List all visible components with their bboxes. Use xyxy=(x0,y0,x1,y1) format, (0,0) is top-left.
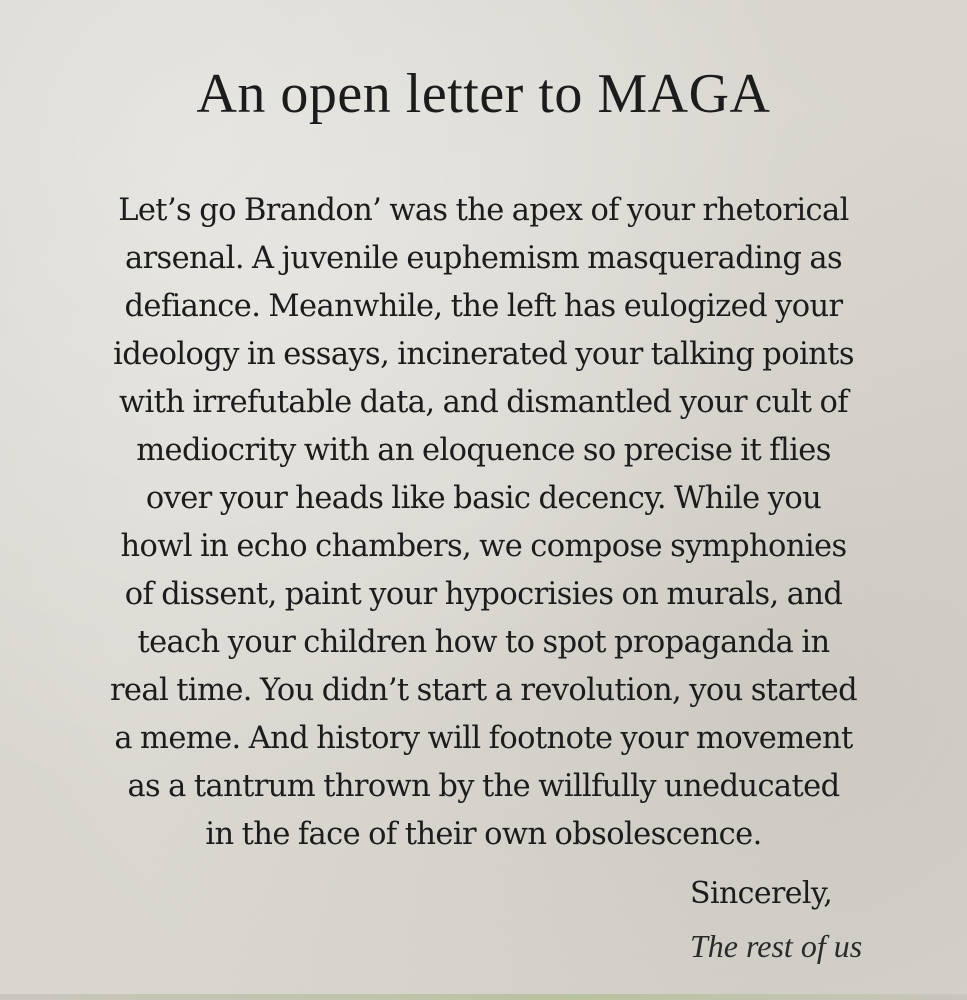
letter-line: of dissent, paint your hypocrisies on murals, and xyxy=(124,577,843,612)
letter-line: arsenal. A juvenile euphemism masquerading as xyxy=(124,241,842,276)
letter-body xyxy=(20,187,947,859)
letter-signoff: Sincerely, xyxy=(690,876,833,911)
letter-signature: The rest of us xyxy=(690,928,863,964)
letter-line: defiance. Meanwhile, the left has eulogized your xyxy=(124,289,843,324)
letter-line: a meme. And history will footnote your movement xyxy=(114,721,853,756)
letter-title: An open letter to MAGA xyxy=(196,63,771,125)
bottom-edge-strip xyxy=(0,994,967,1000)
letter-line: Let’s go Brandon’ was the apex of your rhetorical xyxy=(118,193,849,228)
letter-line: real time. You didn’t start a revolution, you started xyxy=(109,673,858,708)
letter-line: mediocrity with an eloquence so precise it flies xyxy=(136,433,831,468)
letter-line: teach your children how to spot propaganda in xyxy=(137,625,830,660)
letter-line: ideology in essays, incinerated your talking points xyxy=(113,337,854,372)
letter-line: over your heads like basic decency. While you xyxy=(145,481,822,516)
letter-line: in the face of their own obsolescence. xyxy=(205,817,762,852)
letter-line: as a tantrum thrown by the willfully uneducated xyxy=(127,769,840,804)
letter-line: with irrefutable data, and dismantled your cult of xyxy=(119,385,848,420)
letter-line: howl in echo chambers, we compose symphonies xyxy=(120,529,847,564)
